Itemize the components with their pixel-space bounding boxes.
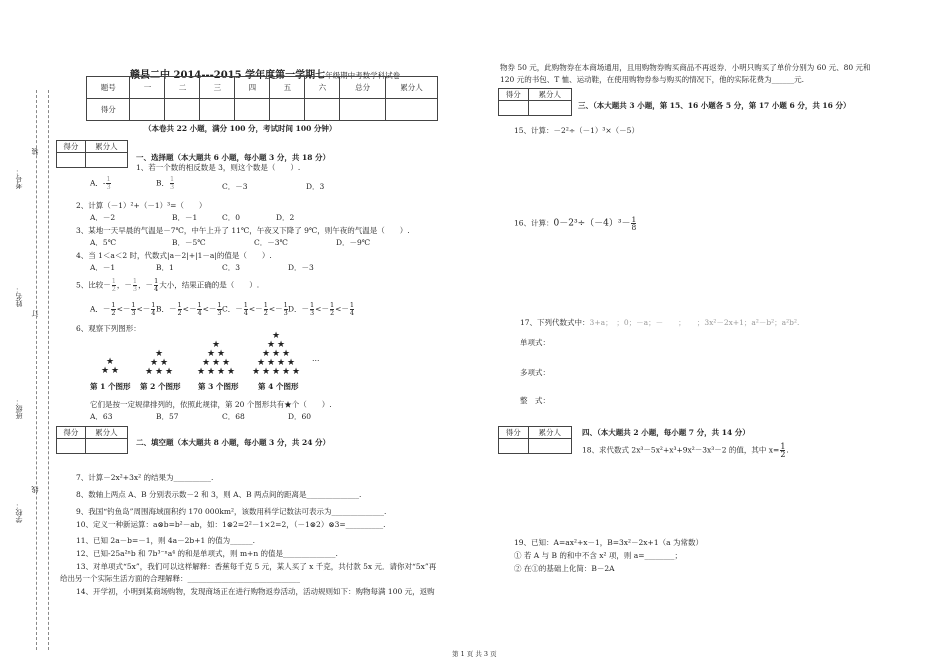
star-icon: ★	[212, 358, 221, 368]
q3-option-c: C．－3℃	[254, 238, 288, 247]
q19-part-2: ② 在①的基础上化简：B－2A	[514, 564, 615, 573]
star-icon: ★	[207, 349, 216, 359]
grader-box-cell[interactable]	[528, 101, 571, 116]
grader-box-grader: 累分人	[528, 427, 571, 439]
q17: 17、下列代数式中：3+a； ；0；－a；－ ； ；3x²－2x+1；a²－b²；a²b².	[520, 318, 800, 327]
star-icon: ★	[272, 367, 281, 377]
q1-option-a: A．- $\frac{1}{3}$	[90, 175, 111, 191]
score-th: 六	[305, 77, 340, 99]
score-th: 总分	[340, 77, 386, 99]
figure-caption-4: 第 4 个图形	[258, 382, 299, 391]
grader-box-3	[498, 88, 572, 116]
score-cell[interactable]	[270, 99, 305, 121]
q13-line-2: 给出另一个实际生活方面的合理解释：______________________________	[60, 574, 300, 583]
q11: 11、已知 2a－b=－1，则 4a－2b+1 的值为______.	[76, 536, 256, 545]
q6-option-a: A．63	[90, 412, 113, 421]
q16: 16、计算：0－2³÷（－4）³－ $\frac{1}{8}$	[514, 215, 637, 232]
q8: 8、数轴上两点 A、B 分别表示数－2 和 3，则 A、B 两点间的距离是______________.	[76, 490, 362, 499]
q4-option-d: D．－3	[288, 263, 314, 272]
exam-no-label: 考号：	[15, 168, 23, 189]
grader-box-2	[56, 426, 128, 454]
star-icon: ★	[252, 367, 261, 377]
star-icon: ★	[155, 367, 164, 377]
q19-part-1: ① 若 A 与 B 的和中不含 x² 项，则 a=________；	[514, 551, 682, 560]
q4-option-c: C．3	[222, 263, 241, 272]
grader-box-cell[interactable]	[528, 439, 571, 454]
star-icon: ★	[207, 367, 216, 377]
q19: 19、已知：A=ax²+x－1，B=3x²－2x+1（a 为常数）	[514, 538, 703, 547]
grader-box-cell[interactable]	[85, 439, 127, 454]
q17-monomial-label: 单项式：	[520, 338, 550, 347]
name-label: 姓名：	[15, 286, 23, 307]
page-footer: 第 1 页 共 3 页	[452, 650, 497, 658]
q9: 9、我国“钓鱼岛”周围海域面积约 170 000km²，该数用科学记数法可表示为______________.	[76, 507, 387, 516]
q12: 12、已知-25a²ⁿb 和 7b³⁻ⁿa⁴ 的和是单项式，则 m+n 的值是______________.	[76, 549, 338, 558]
star-icon: ★	[292, 367, 301, 377]
star-icon: ★	[222, 358, 231, 368]
grader-box-cell[interactable]	[499, 101, 529, 116]
grader-box-score: 得分	[499, 89, 529, 101]
grader-box-cell[interactable]	[85, 153, 127, 168]
q3-option-a: A．5℃	[90, 238, 117, 247]
binding-line-inner	[48, 90, 49, 650]
title-main: 赣县二中 2014---2015 学年度第一学期七	[130, 70, 326, 81]
star-icon: ★	[212, 340, 221, 350]
score-th: 一	[130, 77, 165, 99]
q10: 10、定义一种新运算：a⊗b=b²－ab，如：1⊗2=2²－1×2=2，（－1⊗2）⊗3=__________.	[76, 520, 386, 529]
q5-option-b: B．－ $\frac{1}{2}$ <－ $\frac{1}{4}$ <－ $\frac{1}{3}$	[156, 301, 222, 317]
section1-title: 一、选择题（本大题共 6 小题，每小题 3 分，共 18 分）	[136, 153, 331, 162]
q14-line-2: 物券 50 元，此购物券在本商场通用，且用购物券购买商品不再返券．小明只购买了单价分别为 60 元、80 元和	[500, 63, 871, 72]
q15: 15、计算：－2²÷（－1）³×（－5）	[514, 126, 639, 135]
q17-integral-label: 整 式：	[520, 396, 550, 405]
star-icon: ★	[277, 358, 286, 368]
title-sub: 年级期中考数学科试卷	[325, 71, 401, 80]
q2-option-d: D．2	[276, 213, 295, 222]
q13-line-1: 13、对单项式“5x”，我们可以这样解释：香蕉每千克 5 元，某人买了 x 千克，共付款 5x 元．请你对“5x”再	[76, 562, 437, 571]
score-cell[interactable]	[200, 99, 235, 121]
exam-note: （本卷共 22 小题，满分 100 分，考试时间 100 分钟）	[144, 124, 337, 133]
score-th: 累分人	[385, 77, 437, 99]
score-th: 四	[235, 77, 270, 99]
grader-box-score: 得分	[57, 427, 86, 439]
score-table-score-row	[87, 99, 438, 121]
q5-stem: 5、比较－ $\frac{1}{2}$ ，－ $\frac{1}{3}$ ，－ $\frac{1}{4}$ 大小，结果正确的是（ ）.	[76, 277, 260, 293]
class-label: 班级：	[15, 398, 23, 419]
score-cell[interactable]	[305, 99, 340, 121]
star-icon: ★	[202, 358, 211, 368]
seal-char-2: 订	[31, 310, 39, 317]
grader-box-grader: 累分人	[528, 89, 571, 101]
figure-caption-3: 第 3 个图形	[198, 382, 239, 391]
q4-stem: 4、当 1＜a＜2 时，代数式|a－2|+|1－a|的值是（ ）.	[76, 251, 272, 260]
section4-title: 四、（本大题共 2 小题，每小题 7 分，共 14 分）	[582, 428, 750, 437]
q14-line-1: 14、开学初，小明到某商场购物，发现商场正在进行购物返券活动，活动规则如下：购物每满 100 元，返购	[76, 587, 435, 596]
q2-stem: 2、计算（－1）²+（－1）³=（ ）	[76, 201, 207, 210]
star-icon: ★	[197, 367, 206, 377]
q3-option-d: D．－9℃	[336, 238, 371, 247]
binding-line-outer	[36, 90, 37, 650]
q14-line-3: 120 元的书包、T 恤、运动鞋，在使用购物券参与购买的情况下，他的实际花费为______元.	[500, 75, 804, 84]
grader-box-grader: 累分人	[85, 141, 127, 153]
grader-box-cell[interactable]	[57, 439, 86, 454]
q2-option-c: C．0	[222, 213, 241, 222]
star-icon: ★	[165, 367, 174, 377]
grader-box-grader: 累分人	[85, 427, 127, 439]
q1-stem: 1、若一个数的相反数是 3，则这个数是（ ）.	[136, 163, 301, 172]
star-icon: ★	[282, 367, 291, 377]
star-icon: ★	[277, 340, 286, 350]
star-icon: ★	[217, 367, 226, 377]
star-icon: ★	[217, 349, 226, 359]
q6-text: 它们是按一定规律排列的，依照此规律，第 20 个图形共有★个（ ）.	[90, 400, 332, 409]
figure-ellipsis: …	[312, 354, 320, 363]
star-icon: ★	[160, 358, 169, 368]
school-label: 学校：	[15, 502, 23, 523]
star-icon: ★	[155, 349, 164, 359]
figure-caption-1: 第 1 个图形	[90, 382, 131, 391]
q6-stem: 6、观察下列图形：	[76, 324, 141, 333]
score-th: 题号	[87, 77, 130, 99]
score-cell[interactable]	[165, 99, 200, 121]
q6-option-b: B．57	[156, 412, 179, 421]
score-table-header-row	[87, 77, 438, 99]
star-icon: ★	[145, 367, 154, 377]
grader-box-1	[56, 140, 128, 168]
star-icon: ★	[101, 366, 110, 376]
score-th: 二	[165, 77, 200, 99]
score-cell[interactable]	[130, 99, 165, 121]
star-icon: ★	[272, 331, 281, 341]
q5-option-a: A．－ $\frac{1}{2}$ <－ $\frac{1}{3}$ <－ $\frac{1}{4}$	[90, 301, 156, 317]
star-icon: ★	[287, 358, 296, 368]
q3-option-b: B．－5℃	[172, 238, 206, 247]
q2-option-a: A．－2	[90, 213, 116, 222]
star-icon: ★	[106, 357, 115, 367]
grader-box-score: 得分	[57, 141, 86, 153]
section2-title: 二、填空题（本大题共 8 小题，每小题 3 分，共 24 分）	[136, 438, 331, 447]
q4-option-b: B．1	[156, 263, 174, 272]
q18: 18、求代数式 2x³－5x²+x³+9x²－3x³－2 的值，其中 x= $\frac{1}{2}$ .	[582, 442, 789, 459]
seal-char-3: 线	[31, 486, 39, 493]
score-cell[interactable]	[340, 99, 386, 121]
q6-option-d: D．60	[288, 412, 312, 421]
star-icon: ★	[257, 358, 266, 368]
q6-option-c: C．68	[222, 412, 245, 421]
grader-box-cell[interactable]	[499, 439, 529, 454]
grader-box-cell[interactable]	[57, 153, 86, 168]
q2-option-b: B．－1	[172, 213, 198, 222]
star-icon: ★	[150, 358, 159, 368]
q3-stem: 3、某地一天早晨的气温是－7℃，中午上升了 11℃，午夜又下降了 9℃，则午夜的气温是（ ）.	[76, 226, 410, 235]
grader-box-4	[498, 426, 572, 454]
seal-char-1: 装	[31, 148, 39, 155]
star-icon: ★	[111, 366, 120, 376]
score-cell[interactable]	[235, 99, 270, 121]
star-icon: ★	[227, 367, 236, 377]
score-row-label: 得分	[87, 99, 130, 121]
q5-option-d: D．－ $\frac{1}{3}$ <－ $\frac{1}{2}$ <－ $\frac{1}{4}$	[288, 301, 355, 317]
section3-title: 三、（本大题共 3 小题，第 15、16 小题各 5 分，第 17 小题 6 分，共 16 分）	[578, 101, 851, 110]
score-th: 五	[270, 77, 305, 99]
star-icon: ★	[272, 349, 281, 359]
q4-option-a: A．－1	[90, 263, 116, 272]
score-table	[86, 76, 438, 121]
q5-option-c: C．－ $\frac{1}{4}$ <－ $\frac{1}{2}$ <－ $\frac{1}{3}$	[222, 301, 288, 317]
star-icon: ★	[262, 367, 271, 377]
q1-option-d: D．3	[306, 182, 325, 191]
score-th: 三	[200, 77, 235, 99]
figure-caption-2: 第 2 个图形	[140, 382, 181, 391]
q7: 7、计算－2x²+3x² 的结果为__________.	[76, 473, 214, 482]
q1-option-c: C．－3	[222, 182, 248, 191]
grader-box-score: 得分	[499, 427, 529, 439]
star-icon: ★	[267, 358, 276, 368]
q17-polynomial-label: 多项式：	[520, 368, 550, 377]
star-icon: ★	[262, 349, 271, 359]
star-icon: ★	[282, 349, 291, 359]
score-cell[interactable]	[385, 99, 437, 121]
star-icon: ★	[267, 340, 276, 350]
q1-option-b: B． $\frac{1}{3}$	[156, 175, 175, 191]
